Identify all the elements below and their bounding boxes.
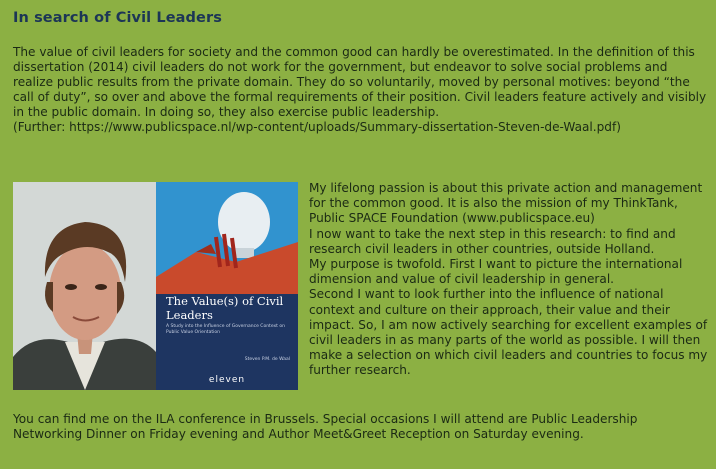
footer-text: You can find me on the ILA conference in Brussels. Special occasions I will attend are Public Leadership Networking Dinner on Friday evening and Author Meet&Greet Reception on Saturday evening. [13, 412, 638, 441]
intro-paragraph: The value of civil leaders for society and the common good can hardly be overestimated. In the definition of this dissertation (2014) civil leaders do not work for the government, but endeavor to solve social problems and realize public results from the private domain. They do so voluntarily, moved by personal motives: beyond “the call of duty”, so over and above the formal requirements of their position. Civil leaders feature actively and visibly in the public domain. In doing so, they also exercise public leadership. [13, 45, 707, 119]
book-cover-art [156, 182, 298, 294]
mission-paragraph-3: My purpose is twofold. First I want to picture the international dimension and value of civil leadership in general. [309, 257, 683, 287]
book-publisher: eleven [208, 375, 246, 385]
book-author: Steven P.M. de Waal [244, 357, 290, 362]
book-cover [156, 182, 298, 390]
mission-section [309, 181, 712, 379]
further-link: (Further: https://www.publicspace.nl/wp-content/uploads/Summary-dissertation-Steven-de-Waal.pdf) [13, 120, 621, 134]
page-title: In search of Civil Leaders [13, 10, 222, 26]
mission-paragraph-1: My lifelong passion is about this private action and management for the common good. It is also the mission of my ThinkTank, Public SPACE Foundation (www.publicspace.eu) [309, 181, 703, 226]
mission-paragraph-4: Second I want to look further into the influence of national context and culture on their approach, their value and their impact. So, I am now actively searching for excellent examples of civil leaders in as many parts of the world as possible. I will then make a selection on which civil leaders and countries to focus my further research. [309, 287, 708, 378]
portrait-image [13, 182, 156, 390]
footer-section [13, 412, 709, 442]
author-photo [13, 182, 156, 390]
book-subtitle: A Study into the Influence of Governance Context on Public Value Orientation [166, 324, 285, 335]
intro-section [13, 45, 709, 135]
mission-paragraph-2: I now want to take the next step in this research: to find and research civil leaders in other countries, outside Holland. [309, 226, 676, 256]
book-title: The Value(s) of Civil Leaders [166, 294, 284, 322]
